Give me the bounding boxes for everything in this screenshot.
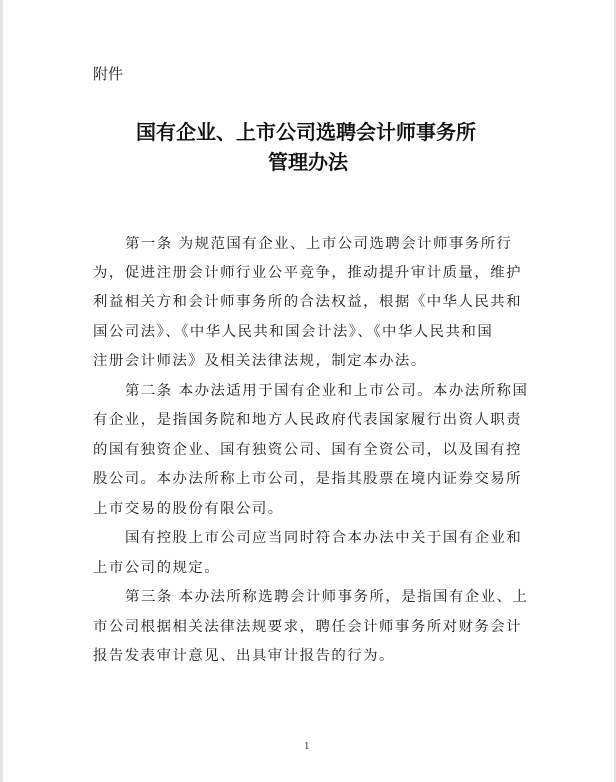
document-title-line-2: 管理办法	[268, 150, 348, 174]
text-line: 股公司。本办法所称上市公司，是指其股票在境内证券交易所	[93, 471, 523, 487]
text-line: 第一条 为规范国有企业、上市公司选聘会计师事务所行	[125, 236, 513, 252]
text-line: 第二条 本办法适用于国有企业和上市公司。本办法所称国	[125, 383, 529, 399]
text-line: 注册会计师法》及相关法律法规，制定本办法。	[93, 353, 427, 369]
text-line: 为，促进注册会计师行业公平竞争，推动提升审计质量，维护	[93, 265, 523, 281]
document-title-line-1: 国有企业、上市公司选聘会计师事务所	[136, 120, 476, 144]
text-line: 上市交易的股份有限公司。	[93, 501, 284, 517]
text-line: 有企业，是指国务院和地方人民政府代表国家履行出资人职责	[93, 412, 523, 428]
attachment-label: 附件	[93, 65, 124, 83]
text-line: 第三条 本办法所称选聘会计师事务所，是指国有企业、上	[125, 589, 529, 605]
text-line: 国公司法》、《中华人民共和国会计法》、《中华人民共和国	[93, 324, 494, 340]
page-number: 1	[304, 742, 310, 752]
text-line: 国有控股上市公司应当同时符合本办法中关于国有企业和	[125, 530, 523, 546]
text-line: 上市公司的规定。	[93, 560, 221, 576]
text-line: 利益相关方和会计师事务所的合法权益，根据《中华人民共和	[93, 294, 523, 310]
text-line: 报告发表审计意见、出具审计报告的行为。	[93, 648, 395, 664]
text-line: 市公司根据相关法律法规要求，聘任会计师事务所对财务会计	[93, 619, 523, 635]
text-line: 的国有独资企业、国有独资公司、国有全资公司，以及国有控	[93, 442, 523, 458]
